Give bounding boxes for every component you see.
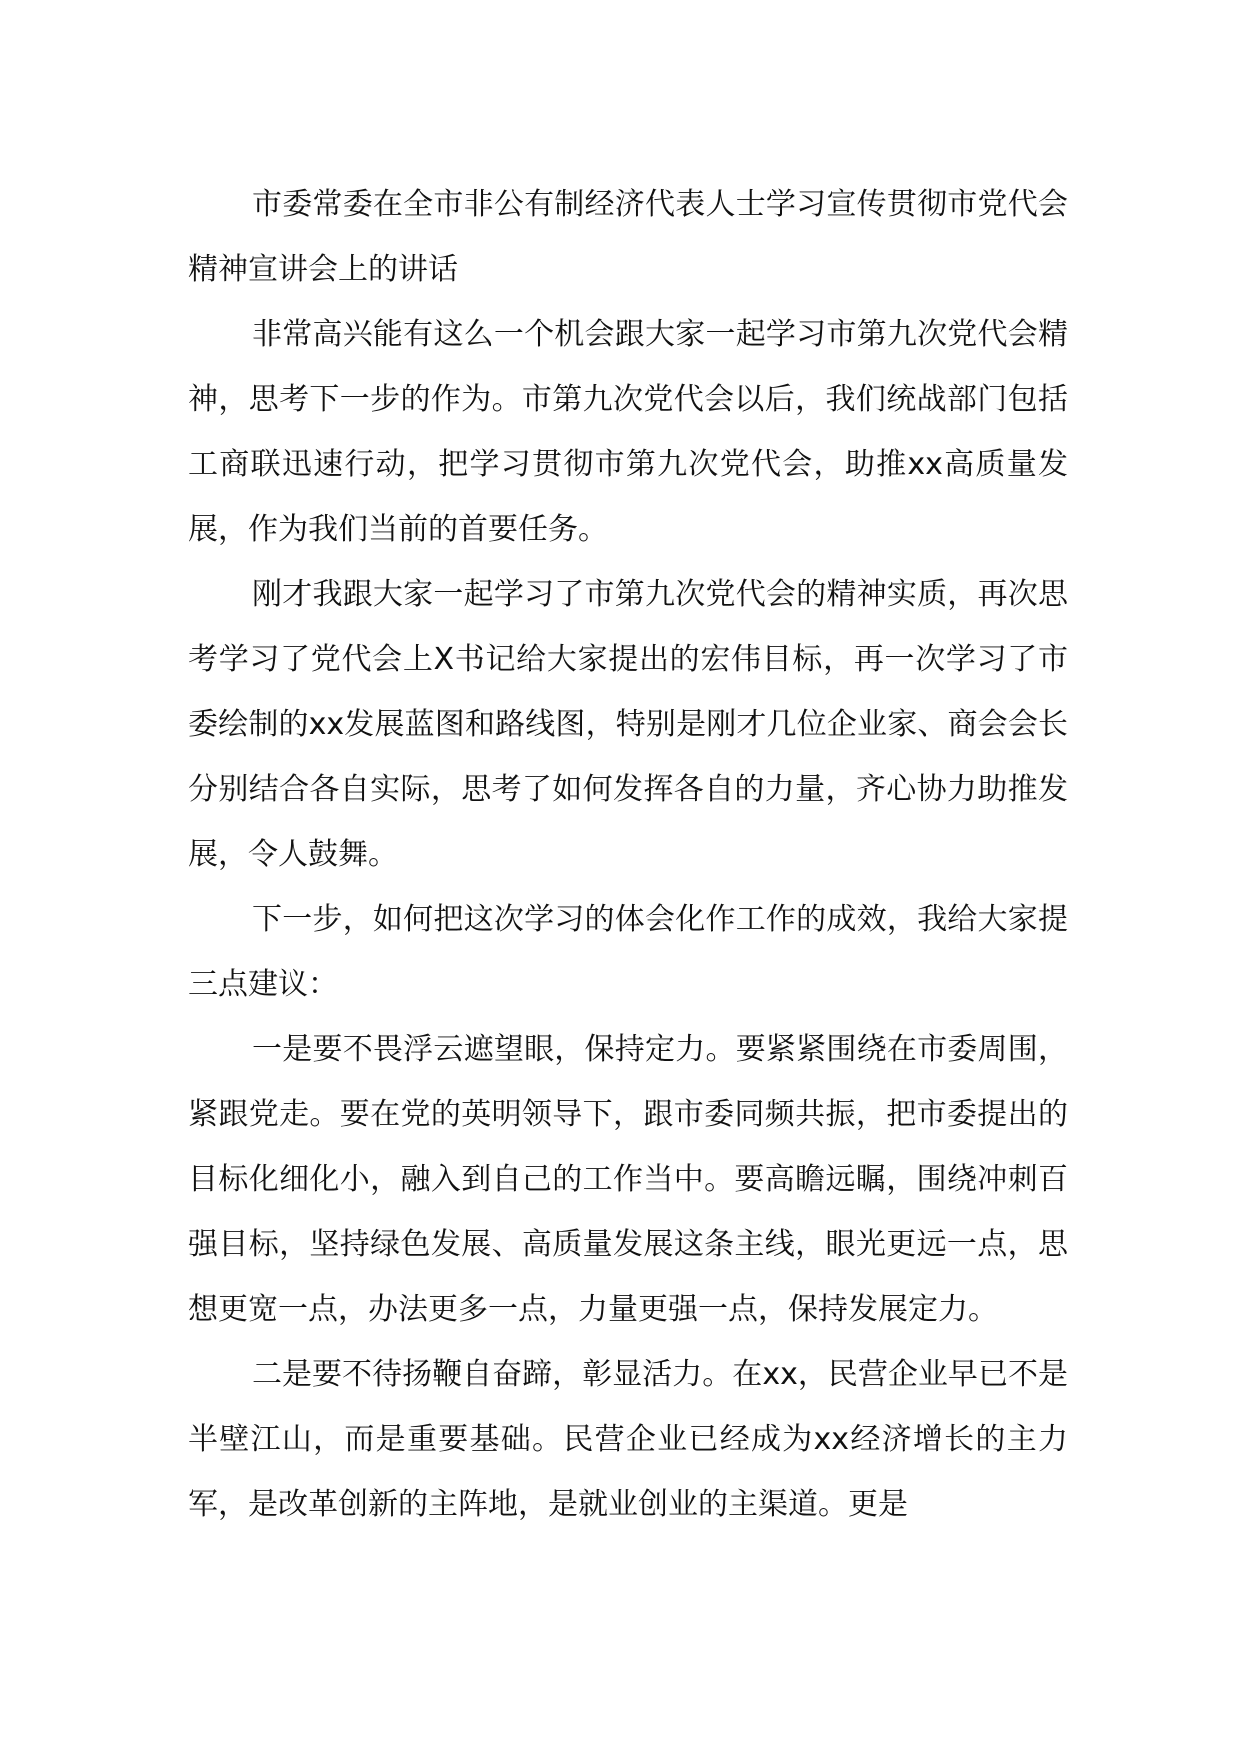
document-title: 市委常委在全市非公有制经济代表人士学习宣传贯彻市党代会精神宣讲会上的讲话 <box>188 187 1068 287</box>
paragraph-2: 刚才我跟大家一起学习了市第九次党代会的精神实质，再次思考学习了党代会上X书记给大家提出的宏伟目标，再一次学习了市委绘制的xx发展蓝图和路线图，特别是刚才几位企业家、商会会长分别结合各自实际，思考了如何发挥各自的力量，齐心协力助推发展，令人鼓舞。 <box>188 577 1068 872</box>
paragraph-4: 一是要不畏浮云遮望眼，保持定力。要紧紧围绕在市委周围，紧跟党走。要在党的英明领导下，跟市委同频共振，把市委提出的目标化细化小，融入到自己的工作当中。要高瞻远瞩，围绕冲刺百强目标，坚持绿色发展、高质量发展这条主线，眼光更远一点，思想更宽一点，办法更多一点，力量更强一点，保持发展定力。 <box>188 1032 1068 1327</box>
paragraph-3: 下一步，如何把这次学习的体会化作工作的成效，我给大家提三点建议： <box>188 902 1068 1002</box>
paragraph-5: 二是要不待扬鞭自奋蹄，彰显活力。在xx，民营企业早已不是半壁江山，而是重要基础。民营企业已经成为xx经济增长的主力军，是改革创新的主阵地，是就业创业的主渠道。更是 <box>188 1357 1068 1522</box>
document-body <box>188 172 1068 1537</box>
paragraph-1: 非常高兴能有这么一个机会跟大家一起学习市第九次党代会精神，思考下一步的作为。市第九次党代会以后，我们统战部门包括工商联迅速行动，把学习贯彻市第九次党代会，助推xx高质量发展，作为我们当前的首要任务。 <box>188 317 1068 547</box>
